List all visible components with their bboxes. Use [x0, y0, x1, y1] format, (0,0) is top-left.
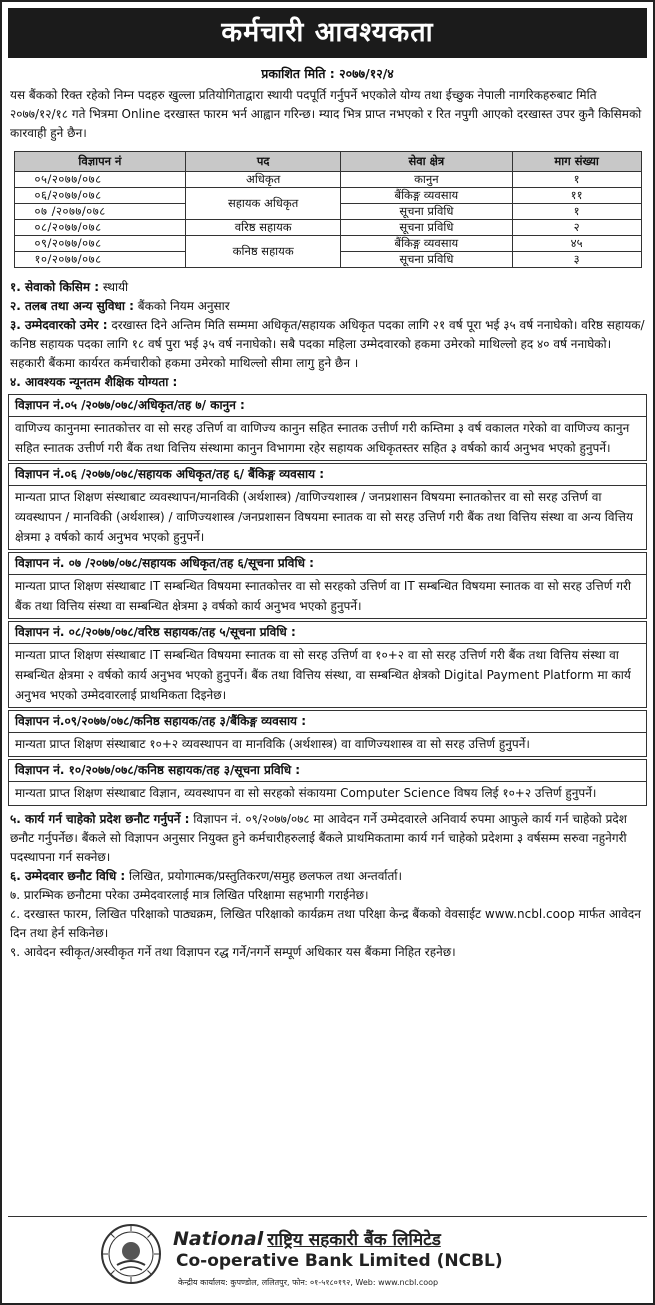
- table-header: माग संख्या: [512, 152, 641, 172]
- qualification-text: मान्यता प्राप्त शिक्षण संस्थाबाट IT सम्बन्धित विषयमा स्नातक वा सो सरह उत्तिर्ण वा १०+२ वा सो सरह उत्तिर्ण गरी बैंक तथा वित्तिय संस्था वा सम्बन्धित क्षेत्रमा २ वर्षको कार्य अनुभव भएको हुनुपर्ने। बैंक तथा वित्तिय संस्था, वा सम्बन्धित क्षेत्रको Digital Payment Platform मा कार्य अनुभव भएको उम्मेदवारलाई प्राथमिकता दिइनेछ।: [15, 648, 631, 702]
- adv-number-cell: ०८/२०७७/०७८: [14, 220, 186, 236]
- qualification-title: विज्ञापन नं. ०७ /२०७७/०७८/सहायक अधिकृत/तह ६/सूचना प्रविधि :: [9, 553, 646, 575]
- post-cell: कनिष्ठ सहायक: [186, 236, 341, 268]
- section-label: ५. कार्य गर्न चाहेको प्रदेश छनौट गर्नुपर्ने :: [10, 812, 190, 826]
- service-cell: कानुन: [341, 172, 513, 188]
- intro-paragraph: यस बैंकको रिक्त रहेको निम्न पदहरु खुल्ला प्रतियोगिताद्वारा स्थायी पदपूर्ति गर्नुपर्ने भएकोले योग्य तथा ईच्छुक नेपाली नागरिकहरुबाट मिति २०७७/१२/१८ गते भित्रमा Online दरखास्त फारम भर्न आह्वान गरिन्छ। म्याद भित्र प्राप्त नभएको र रित नपुगी आएको दरखास्त उपर कुनै किसिमको कारवाही हुने छैन।: [10, 88, 642, 140]
- count-cell: १: [512, 172, 641, 188]
- qualification-title: विज्ञापन नं. ०८/२०७७/०७८/वरिष्ठ सहायक/तह ५/सूचना प्रविधि :: [9, 622, 646, 644]
- post-cell: अधिकृत: [186, 172, 341, 188]
- application-website-note: ८. दरखास्त फारम, लिखित परिक्षाको पाठ्यक्रम, लिखित परिक्षाको कार्यक्रम तथा परिक्षा केन्द्र बैंकको वेवसाईट www.ncbl.coop मार्फत आवेदन दिन तथा हेर्न सकिनेछ।: [10, 907, 641, 940]
- count-cell: ३: [512, 252, 641, 268]
- count-cell: २: [512, 220, 641, 236]
- qualification-box: [8, 759, 647, 806]
- table-row: [14, 172, 641, 188]
- adv-number-cell: ०७ /२०७७/०७८: [14, 204, 186, 220]
- qualification-box: [8, 710, 647, 757]
- province-selection: [10, 810, 645, 867]
- section-label: ६. उम्मेदवार छनौट विधि :: [10, 869, 126, 883]
- qualification-text: वाणिज्य कानुनमा स्नातकोत्तर वा सो सरह उत्तिर्ण वा वाणिज्य कानुन सहित स्नातक उत्तीर्ण गरी कम्तिमा ३ वर्ष वकालत गरेको वा वाणिज्य कानुन सहित स्नातक उत्तीर्ण गरी बैंक तथा वित्तिय संस्थामा कानुन विभागमा रहेर सहायक अधिकृतस्तर सहित ३ वर्षको कार्य अनुभव भएको हुनुपर्ने।: [15, 421, 630, 455]
- qualification-title: विज्ञापन नं.०९/२०७७/०७८/कनिष्ठ सहायक/तह ३/बैंकिङ्ग व्यवसाय :: [9, 711, 646, 733]
- section-label: १. सेवाको किसिम :: [10, 280, 100, 294]
- qualification-box: [8, 621, 647, 708]
- table-row: [14, 236, 641, 252]
- post-cell: सहायक अधिकृत: [186, 188, 341, 220]
- qualification-box: [8, 463, 647, 550]
- adv-number-cell: ०९/२०७७/०७८: [14, 236, 186, 252]
- table-header: सेवा क्षेत्र: [341, 152, 513, 172]
- salary-benefits: [10, 297, 645, 316]
- bank-name-line1: [173, 1227, 441, 1250]
- section-text: दरखास्त दिने अन्तिम मिति सम्ममा अधिकृत/सहायक अधिकृत पदका लागि २१ वर्ष पूरा भई ३५ वर्ष ननाघेको। वरिष्ठ सहायक/कनिष्ठ सहायक पदका लागि १८ वर्ष पुरा भई ३५ वर्ष ननाघेको। सबै पदका महिला उम्मेदवारको हकमा उमेरको माथिल्लो हद ४० वर्ष ननाघेको। सहकारी बैंकमा कार्यरत कर्मचारीको हकमा उमेरको माथिल्लो सीमा लागु हुने छैन ।: [10, 318, 645, 370]
- bank-name-line2: Co-operative Bank Limited (NCBL): [176, 1251, 503, 1271]
- adv-number-cell: १०/२०७७/०७८: [14, 252, 186, 268]
- qualification-text: मान्यता प्राप्त शिक्षण संस्थाबाट व्यवस्थापन/मानविकी (अर्थशास्त्र) /वाणिज्यशास्त्र / जनप्रशासन विषयमा स्नातकोत्तर वा सो सरह उत्तिर्ण वा व्यवस्थापन / मानविकी (अर्थशास्त्र) / वाणिज्यशास्त्र /जनप्रशासन विषयमा स्नातक वा सो सरह उत्तिर्ण गरी बैंक तथा वित्तिय संस्था वा अन्य वित्तिय क्षेत्रमा ३ वर्षको कार्य अनुभव भएको हुनुपर्ने।: [15, 490, 633, 544]
- qualification-text: मान्यता प्राप्त शिक्षण संस्थाबाट १०+२ व्यवस्थापन वा मानविकि (अर्थशास्त्र) वा वाणिज्यशास्त्र वा सो सरह उत्तिर्ण हुनुपर्ने।: [15, 737, 530, 751]
- page-title: कर्मचारी आवश्यकता: [8, 8, 647, 58]
- service-cell: बैंकिङ्ग व्यवसाय: [341, 236, 513, 252]
- qualification-box: [8, 552, 647, 619]
- table-row: [14, 220, 641, 236]
- preliminary-selection-note: ७. प्रारम्भिक छनौटमा परेका उम्मेदवारलाई मात्र लिखित परिक्षामा सहभागी गराईनेछ।: [10, 888, 369, 902]
- section-text: विज्ञापन नं. ०९/२०७७/०७८ मा आवेदन गर्ने उम्मेदवारले अनिवार्य रुपमा आफुले कार्य गर्न चाहेको प्रदेश छनौट गर्नुपर्नेछ। बैंकले सो विज्ञापन अनुसार नियुक्त हुने कर्मचारीहरुलाई बैंकले प्राथमिकतामा कार्य गर्न चाहेको प्रदेशमा ३ वर्षसम्म सरुवा नहुनेगरी पदस्थापना गर्न सक्नेछ।: [10, 812, 627, 864]
- section-label: ४. आवश्यक न्यूनतम शैक्षिक योग्यता :: [10, 375, 178, 389]
- count-cell: ११: [512, 188, 641, 204]
- section-text: लिखित, प्रयोगात्मक/प्रस्तुतिकरण/समुह छलफल तथा अन्तर्वार्ता।: [125, 869, 403, 883]
- published-date: प्रकाशित मिति : २०७७/१२/४: [261, 66, 394, 81]
- count-cell: १: [512, 204, 641, 220]
- service-cell: सूचना प्रविधि: [341, 252, 513, 268]
- qualification-box: [8, 394, 647, 461]
- adv-number-cell: ०६/२०७७/०७८: [14, 188, 186, 204]
- ncbl-seal-logo-icon: [100, 1223, 162, 1285]
- section-text: स्थायी: [99, 280, 129, 294]
- service-cell: बैंकिङ्ग व्यवसाय: [341, 188, 513, 204]
- qualification-text: मान्यता प्राप्त शिक्षण संस्थाबाट IT सम्बन्धित विषयमा स्नातकोत्तर वा सो सरहको उत्तिर्ण वा IT सम्बन्धित विषयमा स्नातक वा सो सरह उत्तिर्ण गरी बैंक तथा वित्तिय संस्था वा सम्बन्धित क्षेत्रमा ३ वर्षको कार्य अनुभव भएको हुनुपर्ने।: [15, 579, 631, 613]
- table-row: [14, 188, 641, 204]
- bank-footer: [8, 1216, 647, 1299]
- bank-name-en: National: [173, 1228, 264, 1250]
- bank-name-np: राष्ट्रिय सहकारी बैंक लिमिटेड: [267, 1230, 441, 1250]
- section-label: २. तलब तथा अन्य सुविधा :: [10, 299, 134, 313]
- qualification-title: विज्ञापन नं.०६ /२०७७/०७८/सहायक अधिकृत/तह ६/ बैंकिङ्ग व्यवसाय :: [9, 464, 646, 486]
- adv-number-cell: ०५/२०७७/०७८: [14, 172, 186, 188]
- qualification-title: विज्ञापन नं. १०/२०७७/०७८/कनिष्ठ सहायक/तह ३/सूचना प्रविधि :: [9, 760, 646, 782]
- qualification-title: विज्ञापन नं.०५ /२०७७/०७८/अधिकृत/तह ७/ कानुन :: [9, 395, 646, 417]
- service-type: [10, 278, 645, 297]
- candidate-age: [10, 316, 645, 373]
- qualification-heading: [10, 373, 645, 392]
- post-cell: वरिष्ठ सहायक: [186, 220, 341, 236]
- service-cell: सूचना प्रविधि: [341, 204, 513, 220]
- section-label: ३. उम्मेदवारको उमेर :: [10, 318, 108, 332]
- bank-address: केन्द्रीय कार्यालय: कुपण्डोल, ललितपुर, फोन: ०१-५१८०१९२, Web: www.ncbl.coop: [178, 1278, 439, 1287]
- selection-method: [10, 867, 645, 886]
- table-header: विज्ञापन नं: [14, 152, 186, 172]
- rights-reserved-note: ९. आवेदन स्वीकृत/अस्वीकृत गर्ने तथा विज्ञापन रद्ध गर्ने/नगर्ने सम्पूर्ण अधिकार यस बैंकमा निहित रहनेछ।: [10, 945, 456, 959]
- count-cell: ४५: [512, 236, 641, 252]
- vacancy-table: [14, 151, 642, 268]
- table-header: पद: [186, 152, 341, 172]
- section-text: बैंकको नियम अनुसार: [133, 299, 230, 313]
- service-cell: सूचना प्रविधि: [341, 220, 513, 236]
- qualification-text: मान्यता प्राप्त शिक्षण संस्थाबाट विज्ञान, व्यवस्थापन वा सो सरहको संकायमा Computer Science विषय लिई १०+२ उत्तिर्ण हुनुपर्ने।: [15, 786, 597, 800]
- table-header-row: [14, 152, 641, 172]
